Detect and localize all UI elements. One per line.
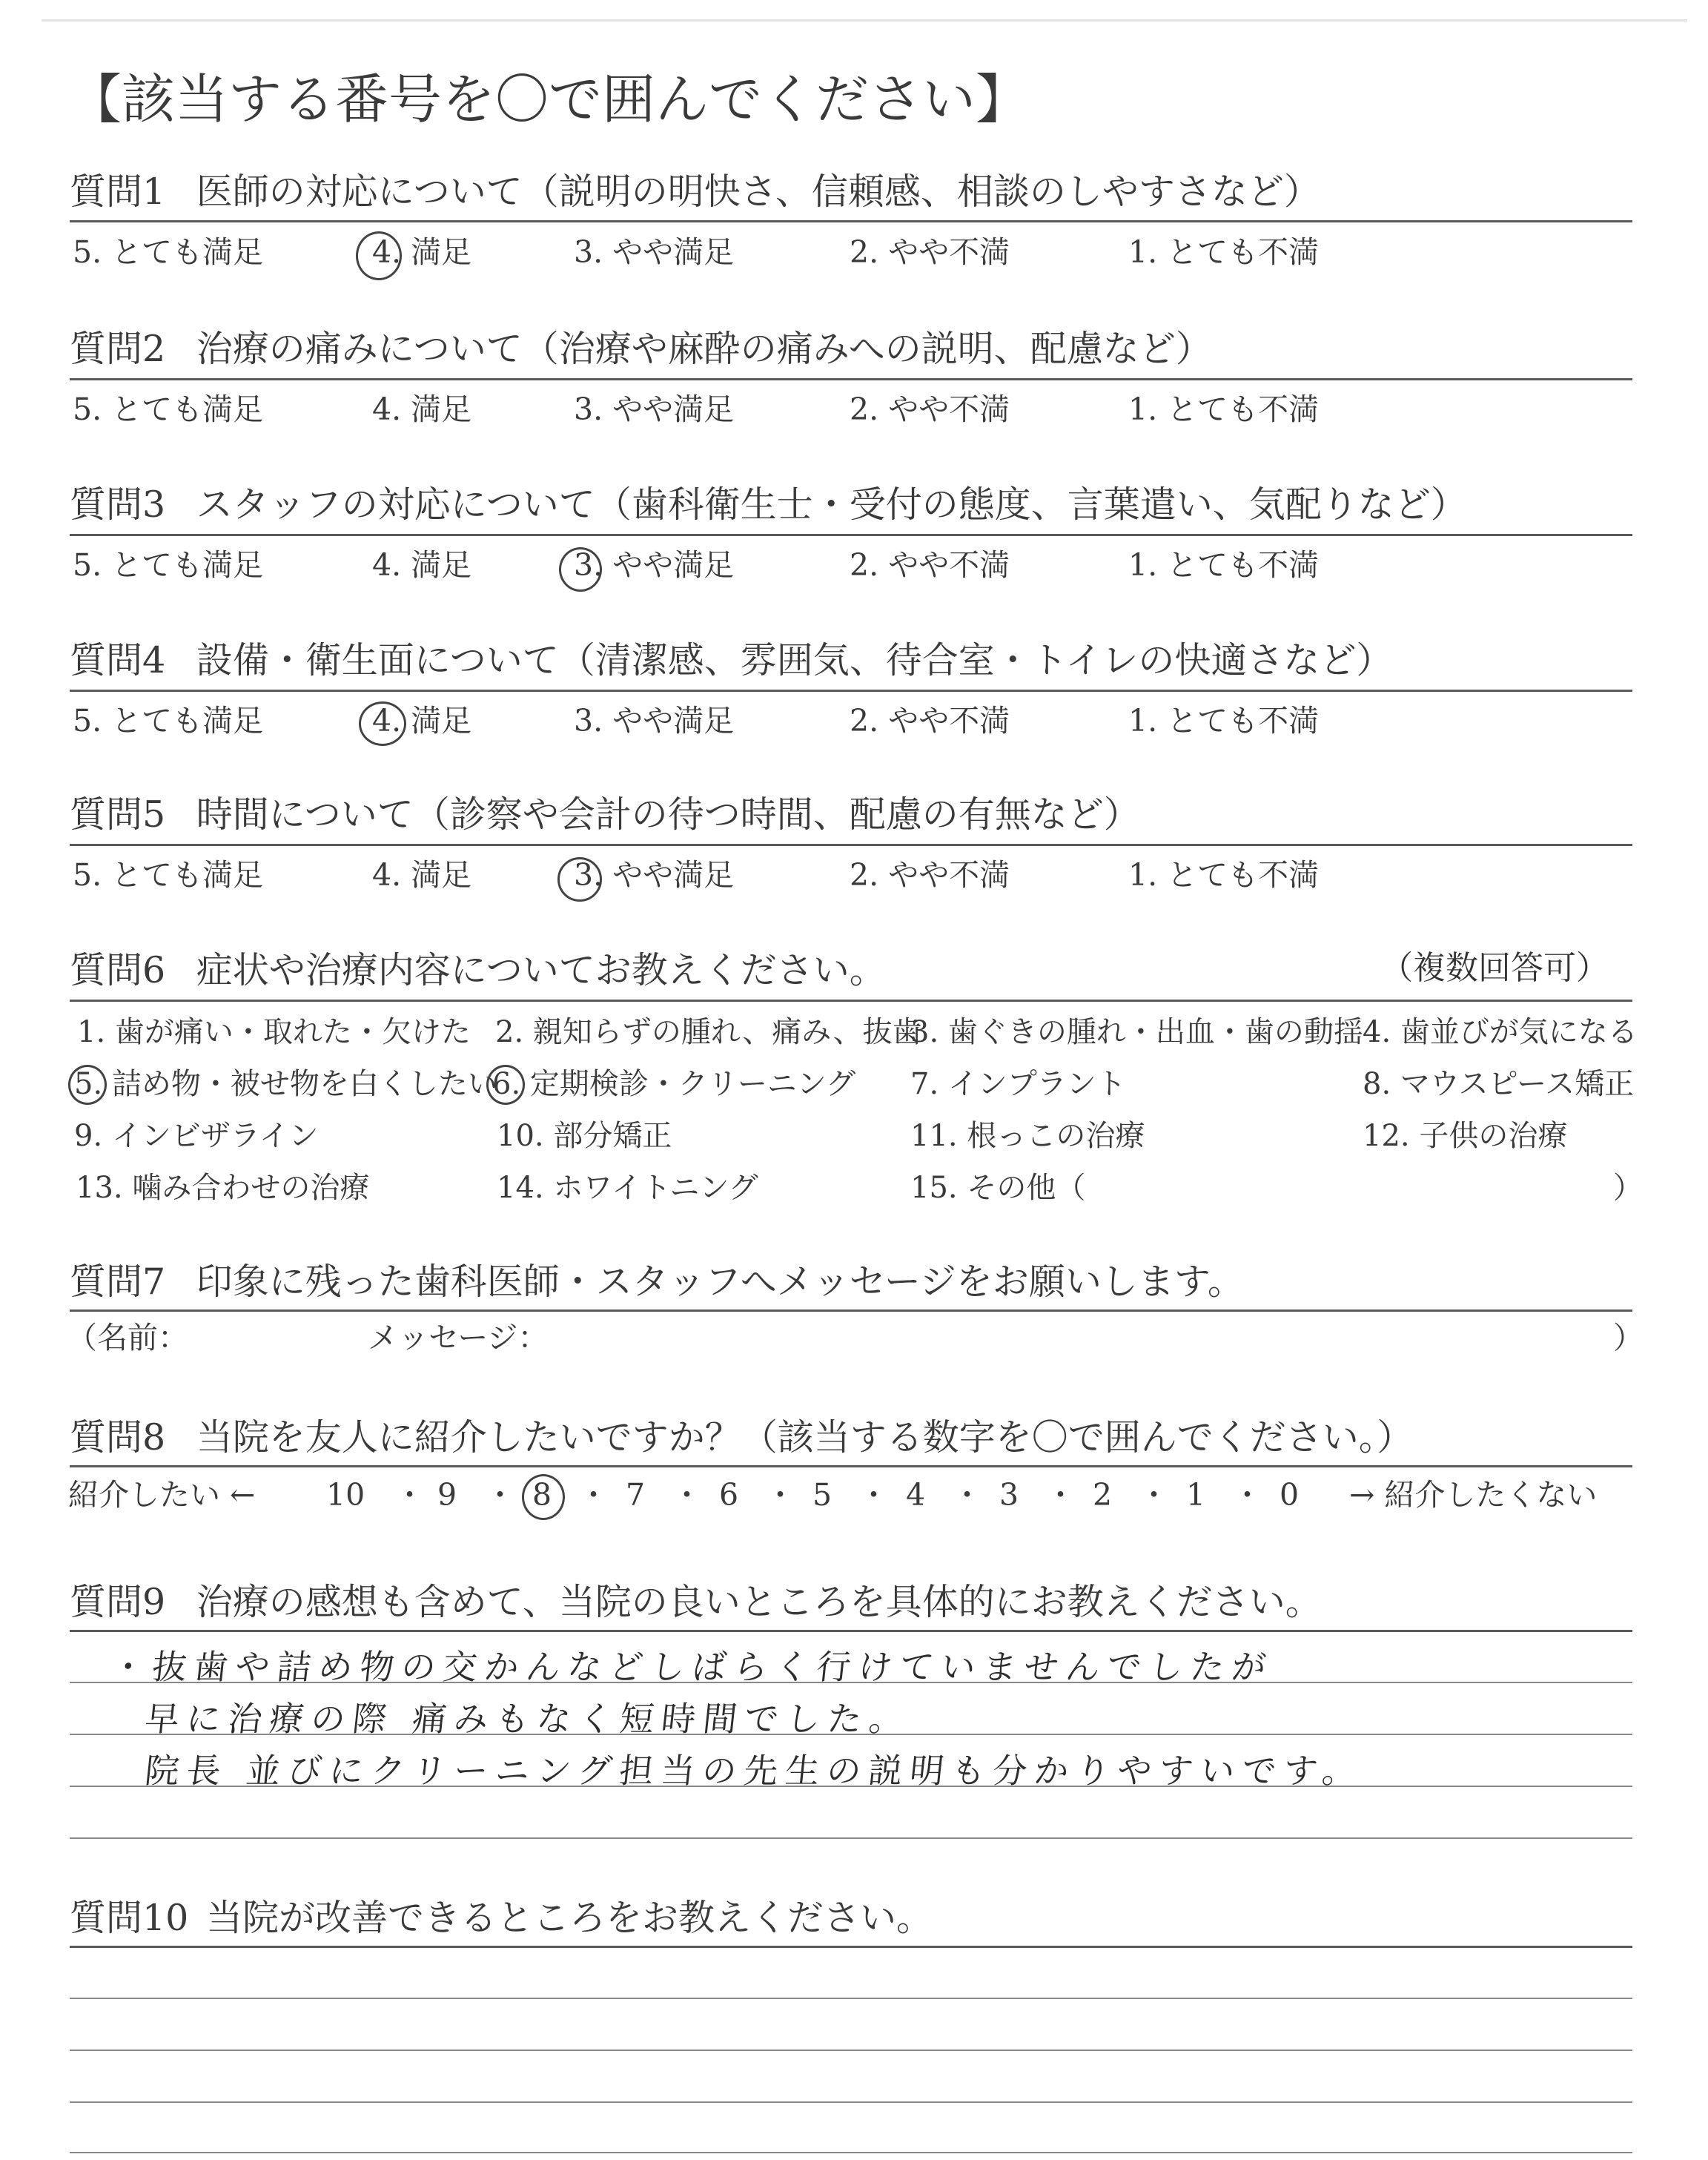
q5-option-4[interactable]: 4. 満足 (372, 857, 472, 893)
q4-option-1[interactable]: 1. とても不満 (1128, 703, 1320, 739)
question-label: 質問9 (70, 1581, 166, 1623)
recommend-left-label: 紹介したい ← (68, 1477, 256, 1513)
q6-option-8[interactable]: 8. マウスピース矯正 (1363, 1067, 1635, 1101)
q3-option-4[interactable]: 4. 満足 (372, 547, 472, 583)
question-label: 質問5 (70, 793, 166, 836)
score-7[interactable]: 7 (626, 1477, 646, 1513)
q6-other-close-paren: ） (1613, 1171, 1643, 1205)
divider (70, 690, 1632, 692)
question-5-heading (70, 793, 1140, 836)
score-separator: ・ (1139, 1477, 1169, 1513)
divider (70, 1309, 1632, 1312)
q5-option-3[interactable]: 3. やや満足 (574, 857, 735, 893)
question-7-heading (70, 1261, 1244, 1303)
divider (70, 1000, 1632, 1002)
score-2[interactable]: 2 (1093, 1477, 1113, 1513)
question-label: 質問10 (70, 1897, 189, 1939)
question-text: 当院が改善できるところをお教えください。 (205, 1897, 933, 1939)
divider (70, 220, 1632, 222)
q3-option-3[interactable]: 3. やや満足 (574, 547, 735, 583)
q1-option-4[interactable]: 4. 満足 (372, 234, 472, 270)
name-label: （名前： (67, 1320, 188, 1355)
score-10[interactable]: 10 (326, 1477, 365, 1513)
q6-selection-circle-5 (68, 1065, 107, 1105)
q4-option-4[interactable]: 4. 満足 (372, 703, 472, 739)
answer-line (70, 2101, 1632, 2103)
score-9[interactable]: 9 (437, 1477, 457, 1513)
score-separator: ・ (1045, 1477, 1076, 1513)
question-4-heading (70, 639, 1393, 681)
q6-option-5[interactable]: 5. 詰め物・被せ物を白くしたい (74, 1067, 497, 1101)
handwritten-answer-line-1[interactable]: ・抜歯や詰め物の交かんなどしばらく行けていませんでしたが (108, 1647, 1276, 1687)
q4-option-2[interactable]: 2. やや不満 (850, 703, 1010, 739)
answer-line (70, 1630, 1632, 1632)
q1-option-5[interactable]: 5. とても満足 (73, 234, 264, 270)
question-label: 質問6 (70, 949, 166, 991)
question-text: 印象に残った歯科医師・スタッフへメッセージをお願いします。 (196, 1261, 1244, 1303)
score-6[interactable]: 6 (719, 1477, 739, 1513)
handwritten-answer-line-3[interactable]: 院長 並びにクリーニング担当の先生の説明も分かりやすいです。 (142, 1751, 1366, 1791)
question-label: 質問8 (70, 1416, 166, 1459)
score-1[interactable]: 1 (1186, 1477, 1206, 1513)
score-separator: ・ (672, 1477, 702, 1513)
q3-option-1[interactable]: 1. とても不満 (1128, 547, 1320, 583)
q6-option-7[interactable]: 7. インプラント (910, 1067, 1126, 1101)
q3-selection-circle (559, 547, 602, 592)
question-label: 質問7 (70, 1261, 166, 1303)
answer-line (70, 1837, 1632, 1839)
message-label: メッセージ： (368, 1320, 549, 1355)
q3-option-5[interactable]: 5. とても満足 (73, 547, 264, 583)
q6-option-11[interactable]: 11. 根っこの治療 (910, 1119, 1145, 1153)
question-text: 当院を友人に紹介したいですか？（該当する数字を〇で囲んでください。） (196, 1416, 1414, 1459)
q6-selection-circle-6 (486, 1065, 525, 1105)
q5-option-1[interactable]: 1. とても不満 (1128, 857, 1320, 893)
answer-line (70, 1998, 1632, 1999)
q1-selection-circle (356, 231, 402, 280)
q3-option-2[interactable]: 2. やや不満 (850, 547, 1010, 583)
page-title: 【該当する番号を〇で囲んでください】 (68, 68, 1030, 131)
q6-option-4[interactable]: 4. 歯並びが気になる (1363, 1015, 1638, 1049)
q6-option-9[interactable]: 9. インビザライン (74, 1119, 319, 1153)
q4-selection-circle (359, 701, 406, 746)
question-10-heading (70, 1897, 933, 1939)
q1-option-3[interactable]: 3. やや満足 (574, 234, 735, 270)
q6-option-3[interactable]: 3. 歯ぐきの腫れ・出血・歯の動揺 (910, 1015, 1363, 1049)
divider (70, 844, 1632, 846)
answer-line (70, 1946, 1632, 1948)
question-text: 治療の痛みについて（治療や麻酔の痛みへの説明、配慮など） (196, 328, 1212, 370)
handwritten-answer-line-2[interactable]: 早に治療の際 痛みもなく短時間でした。 (142, 1699, 913, 1739)
question-label: 質問2 (70, 328, 166, 370)
q2-option-5[interactable]: 5. とても満足 (73, 392, 264, 427)
score-0[interactable]: 0 (1280, 1477, 1300, 1513)
q4-option-5[interactable]: 5. とても満足 (73, 703, 264, 739)
q1-option-2[interactable]: 2. やや不満 (850, 234, 1010, 270)
score-4[interactable]: 4 (906, 1477, 926, 1513)
score-separator: ・ (765, 1477, 795, 1513)
question-1-heading (70, 171, 1320, 213)
divider (70, 534, 1632, 536)
q6-option-2[interactable]: 2. 親知らずの腫れ、痛み、抜歯 (495, 1015, 922, 1049)
question-text: 治療の感想も含めて、当院の良いところを具体的にお教えください。 (196, 1581, 1322, 1623)
question-text: 設備・衛生面について（清潔感、雰囲気、待合室・トイレの快適さなど） (196, 639, 1393, 681)
question-9-heading (70, 1581, 1322, 1623)
multiple-answers-note: （複数回答可） (1380, 949, 1609, 987)
q2-option-2[interactable]: 2. やや不満 (850, 392, 1010, 427)
q6-option-12[interactable]: 12. 子供の治療 (1363, 1119, 1568, 1153)
score-separator: ・ (858, 1477, 889, 1513)
score-5[interactable]: 5 (812, 1477, 833, 1513)
q2-option-1[interactable]: 1. とても不満 (1128, 392, 1320, 427)
question-label: 質問3 (70, 483, 166, 526)
q6-option-10[interactable]: 10. 部分矯正 (497, 1119, 672, 1153)
q5-option-2[interactable]: 2. やや不満 (850, 857, 1010, 893)
message-close-paren: ） (1613, 1320, 1644, 1355)
question-8-heading (70, 1416, 1414, 1459)
score-separator: ・ (394, 1477, 425, 1513)
recommend-right-label: → 紹介したくない (1349, 1477, 1598, 1513)
score-separator: ・ (952, 1477, 982, 1513)
answer-line (70, 2050, 1632, 2051)
q5-selection-circle (557, 857, 602, 902)
question-text: 症状や治療内容についてお教えください。 (196, 949, 886, 991)
q6-option-1[interactable]: 1. 歯が痛い・取れた・欠けた (77, 1015, 471, 1049)
score-3[interactable]: 3 (999, 1477, 1019, 1513)
q6-option-14[interactable]: 14. ホワイトニング (497, 1171, 758, 1205)
question-label: 質問1 (70, 171, 166, 213)
question-text: スタッフの対応について（歯科衛生士・受付の態度、言葉遣い、気配りなど） (196, 483, 1467, 526)
q5-option-5[interactable]: 5. とても満足 (73, 857, 264, 893)
divider (70, 1465, 1632, 1467)
score-separator: ・ (485, 1477, 515, 1513)
question-2-heading (70, 328, 1212, 370)
q6-option-6[interactable]: 6. 定期検診・クリーニング (492, 1067, 856, 1101)
answer-line (70, 2152, 1632, 2153)
score-separator: ・ (578, 1477, 609, 1513)
question-6-heading (70, 949, 886, 991)
q6-option-15[interactable]: 15. その他（ (910, 1171, 1086, 1205)
q6-option-13[interactable]: 13. 噛み合わせの治療 (76, 1171, 370, 1205)
question-text: 時間について（診察や会計の待つ時間、配慮の有無など） (196, 793, 1140, 836)
score-8[interactable]: 8 (532, 1477, 552, 1513)
question-text: 医師の対応について（説明の明快さ、信頼感、相談のしやすさなど） (196, 171, 1320, 213)
q1-option-1[interactable]: 1. とても不満 (1128, 234, 1320, 270)
top-border (42, 19, 1687, 22)
q2-option-3[interactable]: 3. やや満足 (574, 392, 735, 427)
divider (70, 378, 1632, 380)
q2-option-4[interactable]: 4. 満足 (372, 392, 472, 427)
score-selection-circle (522, 1474, 565, 1520)
question-label: 質問4 (70, 639, 166, 681)
question-3-heading (70, 483, 1467, 526)
q4-option-3[interactable]: 3. やや満足 (574, 703, 735, 739)
score-separator: ・ (1232, 1477, 1262, 1513)
